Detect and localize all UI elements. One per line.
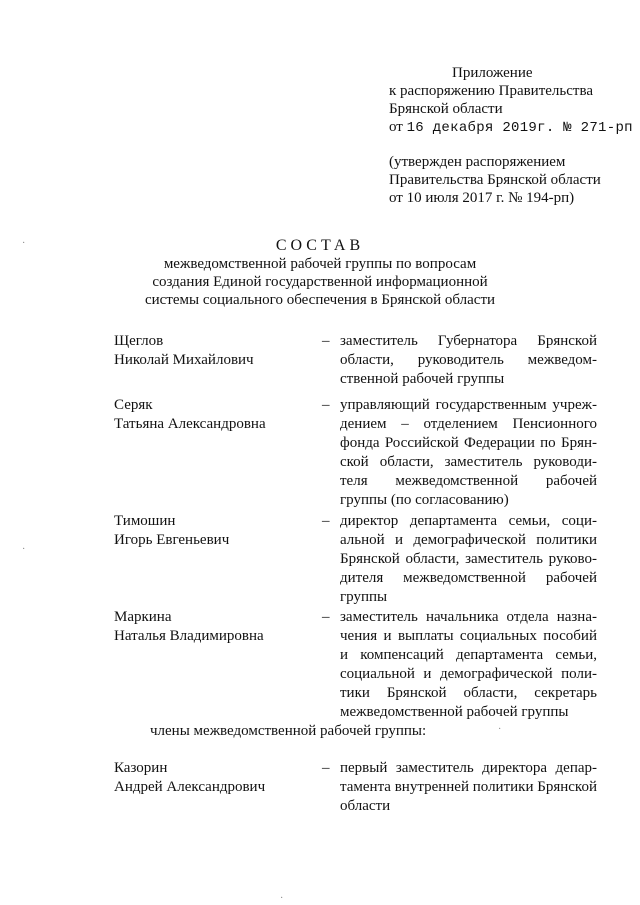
member-surname: Тимошин: [114, 513, 176, 529]
member-name: [114, 759, 314, 797]
member-name: [114, 396, 314, 434]
member-name: [114, 608, 314, 646]
member-surname: Щеглов: [114, 333, 164, 349]
approved-line-1: (утвержден распоряжением: [389, 154, 566, 170]
member-first-names: Наталья Владимировна: [114, 628, 264, 644]
member-first-names: Андрей Александрович: [114, 779, 266, 795]
member-first-names: Игорь Евгеньевич: [114, 532, 230, 548]
scan-speck: ·: [22, 544, 26, 555]
member-surname: Казорин: [114, 760, 168, 776]
member-surname: Серяк: [114, 397, 153, 413]
member-role: директор департамента семьи, социальной и демографической политики Брянской области, заместитель руководителя межведомственной рабочей группы: [340, 513, 597, 605]
appendix-order-line: к распоряжению Правительства: [389, 83, 594, 99]
member-surname: Маркина: [114, 609, 172, 625]
appendix-title: Приложение: [452, 65, 533, 81]
scan-speck: ·: [22, 238, 26, 249]
appendix-region-line: Брянской области: [389, 101, 503, 117]
document-subtitle-3: системы социального обеспечения в Брянской области: [144, 292, 496, 308]
member-dash: –: [322, 609, 330, 625]
appendix-date-line: [389, 118, 633, 137]
member-role: заместитель начальника отдела назначения и выплаты социальных пособий и компенсаций департамента семьи, социальной и демографической политики Брянской области, секретарь межведомственной рабочей группы: [340, 609, 597, 720]
approved-line-3: от 10 июля 2017 г. № 194-рп): [389, 190, 575, 206]
member-role: заместитель Губернатора Брянской области, руководитель межведомственной рабочей группы: [340, 333, 597, 387]
date-prefix: от: [389, 119, 403, 135]
date-stamp: 16 декабря 2019г. № 271-рп: [406, 120, 633, 136]
member-role: управляющий государственным учреждением – отделением Пенсионного фонда Российской Федерации по Брянской области, заместитель руководителя межведомственной рабочей группы (по согласованию): [340, 397, 597, 508]
approved-line-2: Правительства Брянской области: [389, 172, 601, 188]
member-name: [114, 332, 314, 370]
member-dash: –: [322, 760, 330, 776]
members-heading: члены межведомственной рабочей группы:: [150, 723, 427, 739]
scan-speck: ·: [498, 724, 502, 735]
document-subtitle-1: межведомственной рабочей группы по вопросам: [163, 256, 477, 272]
member-role: первый заместитель директора департамента внутренней политики Брянской области: [340, 760, 597, 814]
member-dash: –: [322, 333, 330, 349]
scan-speck: ·: [280, 893, 284, 904]
member-name: [114, 512, 314, 550]
member-dash: –: [322, 513, 330, 529]
document-subtitle-2: создания Единой государственной информационной: [152, 274, 488, 290]
document-title: СОСТАВ: [275, 237, 365, 254]
member-first-names: Татьяна Александровна: [114, 416, 266, 432]
member-dash: –: [322, 397, 330, 413]
member-first-names: Николай Михайлович: [114, 352, 254, 368]
